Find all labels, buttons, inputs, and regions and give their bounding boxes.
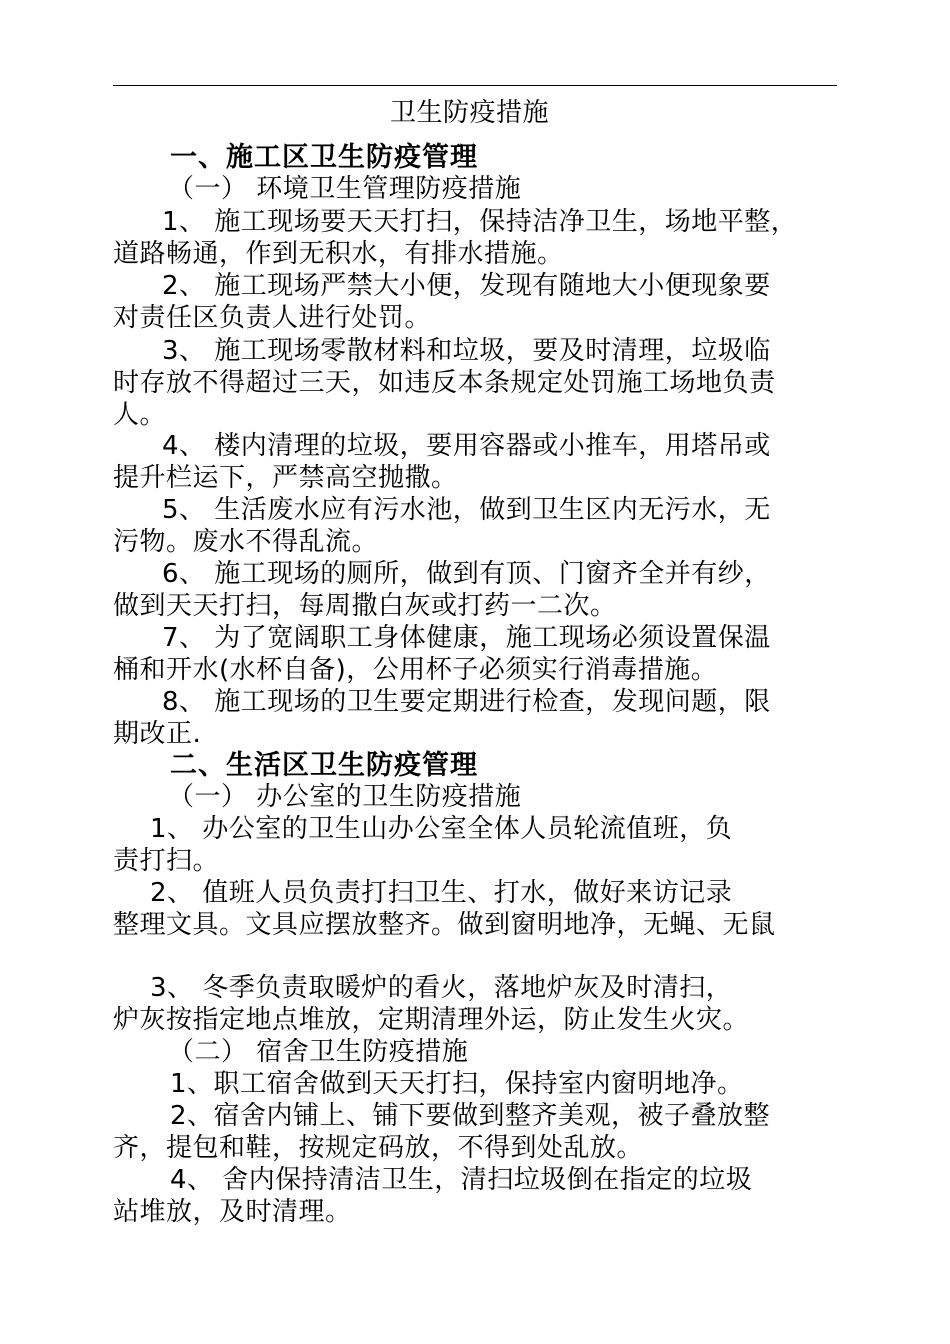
paragraph-line: 对责任区负责人进行处罚。 (113, 303, 432, 333)
section-heading: 二、生活区卫生防疫管理 (170, 750, 478, 781)
header-rule (113, 85, 837, 86)
paragraph-line: 6、 施工现场的厕所，做到有顶、门窗齐全并有纱， (162, 559, 771, 589)
paragraph-line: 4、 舍内保持清洁卫生，清扫垃圾倒在指定的垃圾 (170, 1165, 753, 1195)
paragraph-line: 人。 (113, 400, 167, 430)
paragraph-line: 提升栏运下，严禁高空抛撒。 (113, 463, 458, 493)
paragraph-line: 3、 冬季负责取暖炉的看火，落地炉灰及时清扫， (150, 973, 733, 1003)
paragraph-line: 时存放不得超过三天，如违反本条规定处罚施工场地负责 (113, 368, 776, 398)
paragraph-line: 1、 办公室的卫生山办公室全体人员轮流值班，负 (150, 814, 733, 844)
paragraph-line: 5、 生活废水应有污水池，做到卫生区内无污水，无 (162, 495, 771, 525)
paragraph-line: 站堆放，及时清理。 (113, 1197, 352, 1227)
page-title: 卫生防疫措施 (390, 98, 550, 128)
section-heading: 一、施工区卫生防疫管理 (170, 142, 478, 173)
paragraph-line: 7、 为了宽阔职工身体健康，施工现场必须设置保温 (162, 623, 771, 653)
paragraph-line: 4、 楼内清理的垃圾，要用容器或小推车，用塔吊或 (162, 431, 771, 461)
paragraph-line: 8、 施工现场的卫生要定期进行检查，发现问题，限 (162, 687, 771, 717)
paragraph-line: 做到天天打扫，每周撒白灰或打药一二次。 (113, 591, 617, 621)
paragraph-line: 道路畅通，作到无积水，有排水措施。 (113, 239, 564, 269)
subsection-heading: （一） 办公室的卫生防疫措施 (168, 782, 522, 812)
paragraph-line: 2、宿舍内铺上、铺下要做到整齐美观，被子叠放整 (170, 1101, 771, 1131)
paragraph-line: 3、 施工现场零散材料和垃圾，要及时清理，垃圾临 (162, 336, 771, 366)
subsection-heading: （二） 宿舍卫生防疫措施 (168, 1037, 469, 1067)
paragraph-line: 污物。废水不得乱流。 (113, 527, 379, 557)
paragraph-line: 1、职工宿舍做到天天打扫，保持室内窗明地净。 (170, 1069, 744, 1099)
paragraph-line: 2、 施工现场严禁大小便，发现有随地大小便现象要 (162, 271, 771, 301)
paragraph-line: 2、 值班人员负责打扫卫生、打水，做好来访记录 (150, 878, 733, 908)
paragraph-line: 整理文具。文具应摆放整齐。做到窗明地净，无蝇、无鼠 (113, 910, 776, 940)
paragraph-line: 齐，提包和鞋，按规定码放，不得到处乱放。 (113, 1133, 644, 1163)
paragraph-line: 责打扫。 (113, 846, 220, 876)
paragraph-line: 桶和开水(水杯自备)，公用杯子必须实行消毒措施。 (113, 655, 718, 685)
paragraph-line: 1、 施工现场要天天打扫，保持洁净卫生，场地平整， (162, 207, 798, 237)
subsection-heading: （一） 环境卫生管理防疫措施 (168, 174, 522, 204)
paragraph-line: 炉灰按指定地点堆放，定期清理外运，防止发生火灾。 (113, 1005, 750, 1035)
paragraph-line: 期改正. (113, 719, 202, 749)
